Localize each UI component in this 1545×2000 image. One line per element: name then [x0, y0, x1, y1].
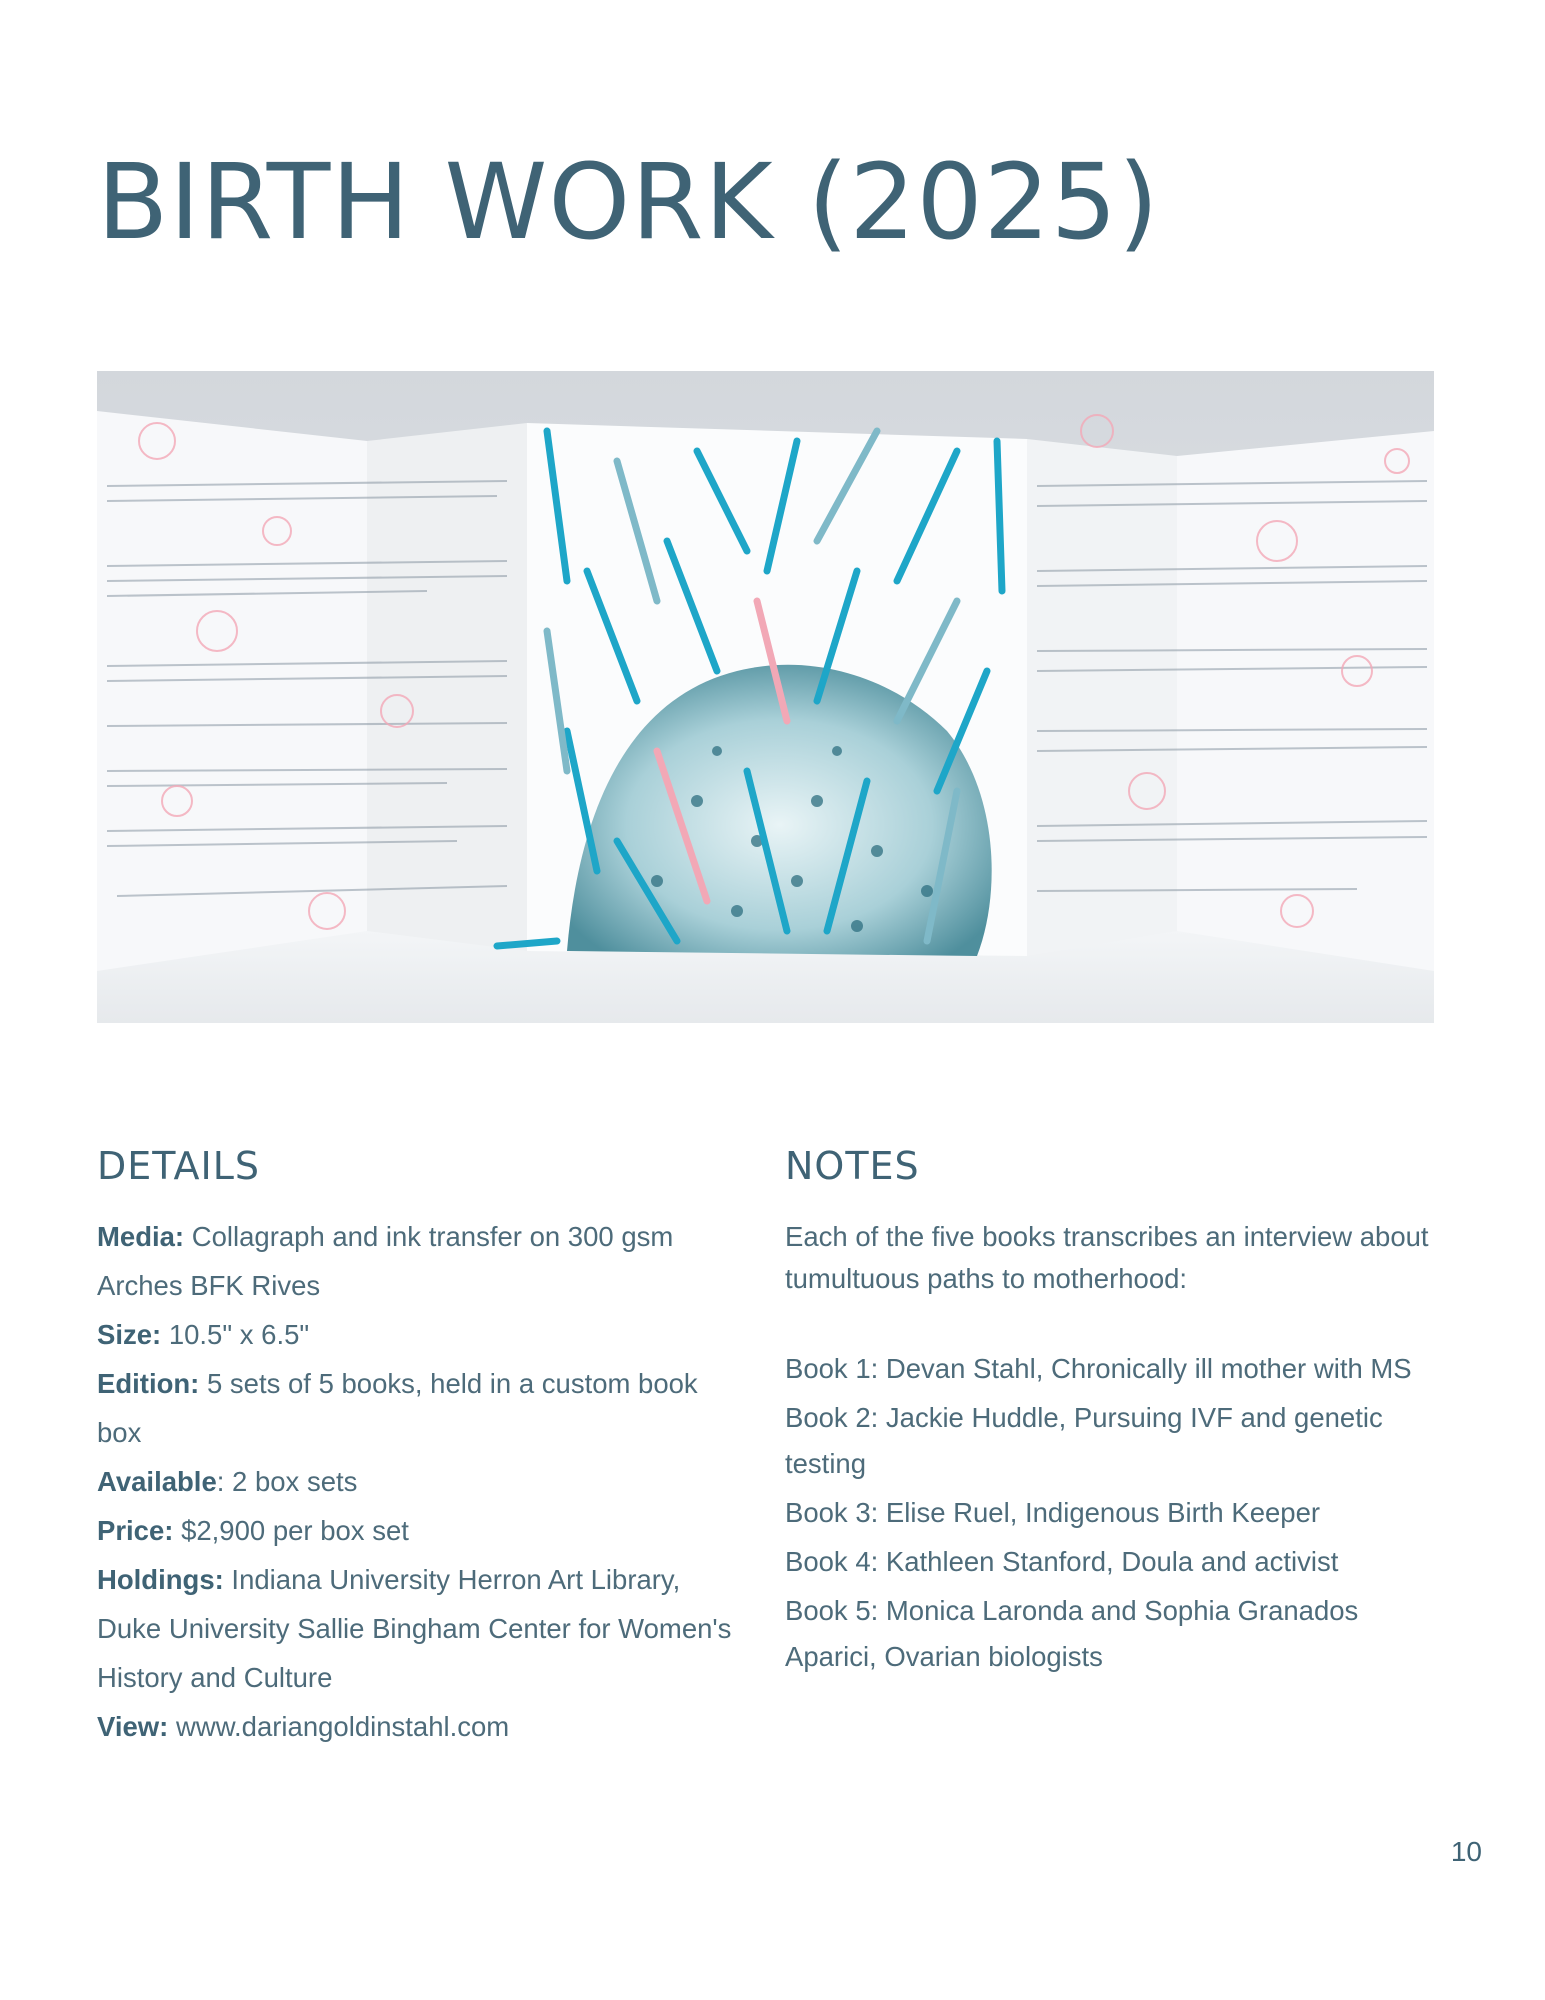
details-item-media [97, 1212, 737, 1310]
book-item: Book 3: Elise Ruel, Indigenous Birth Keeper [785, 1497, 1321, 1528]
book-item: Book 4: Kathleen Stanford, Doula and activist [785, 1546, 1339, 1577]
book-item: Book 2: Jackie Huddle, Pursuing IVF and genetic testing [785, 1402, 1383, 1479]
details-item-price [97, 1506, 737, 1555]
details-label: Size: [97, 1319, 162, 1350]
details-item-edition [97, 1359, 737, 1457]
details-label: Available [97, 1466, 217, 1497]
details-label: Media: [97, 1221, 185, 1252]
details-value: Collagraph and ink transfer on 300 gsm Arches BFK Rives [97, 1221, 674, 1301]
books-list [785, 1346, 1445, 1680]
notes-intro: Each of the five books transcribes an interview about tumultuous paths to motherhood: [785, 1221, 1429, 1294]
details-value: www.dariangoldinstahl.com [168, 1711, 510, 1742]
page-number: 10 [1450, 1836, 1482, 1867]
details-value: $2,900 per box set [173, 1515, 409, 1546]
book-item: Book 5: Monica Laronda and Sophia Granados Aparici, Ovarian biologists [785, 1595, 1359, 1672]
notes-section [785, 1216, 1445, 1683]
book-item: Book 1: Devan Stahl, Chronically ill mother with MS [785, 1353, 1412, 1384]
details-item-view [97, 1702, 737, 1751]
accordion-book-artwork-icon [97, 371, 1434, 1023]
details-item-holdings [97, 1555, 737, 1702]
details-value: Indiana University Herron Art Library, Duke University Sallie Bingham Center for Women's History and Culture [97, 1564, 732, 1693]
details-label: Holdings: [97, 1564, 224, 1595]
artwork-image [97, 371, 1434, 1023]
details-label: View: [97, 1711, 169, 1742]
details-item-size [97, 1310, 737, 1359]
details-value: : 2 box sets [216, 1466, 358, 1497]
details-heading: DETAILS [97, 1144, 261, 1188]
details-item-available [97, 1457, 737, 1506]
details-value: 10.5" x 6.5" [161, 1319, 310, 1350]
details-value: 5 sets of 5 books, held in a custom book box [97, 1368, 698, 1448]
notes-heading: NOTES [785, 1144, 920, 1188]
page-title: BIRTH WORK (2025) [97, 141, 1160, 263]
details-label: Price: [97, 1515, 174, 1546]
details-label: Edition: [97, 1368, 200, 1399]
details-list [97, 1212, 737, 1751]
